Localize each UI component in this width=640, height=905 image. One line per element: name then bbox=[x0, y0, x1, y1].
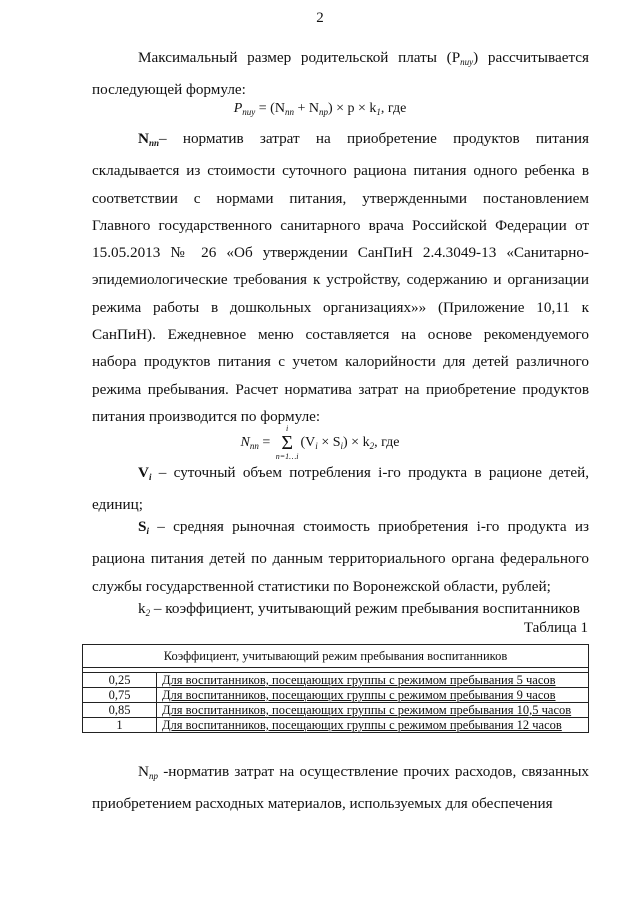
formula2-lhs-sub: пп bbox=[249, 441, 259, 452]
table-row bbox=[83, 673, 589, 688]
formula1-n1-sub: пп bbox=[284, 107, 294, 117]
npp-term: N bbox=[138, 130, 149, 147]
intro-text-1: Максимальный размер родительской платы (Р bbox=[138, 49, 461, 66]
formula2-s-sub: i bbox=[340, 441, 344, 452]
table-row bbox=[83, 718, 589, 733]
formula1-rest: ) × p × k bbox=[327, 101, 377, 116]
formula1-tail: , где bbox=[380, 101, 407, 116]
vi-text: – суточный объем потребления i-го продукта в рационе детей, единиц; bbox=[92, 464, 589, 514]
formula2-body3: ) × k bbox=[343, 435, 370, 451]
intro-sub: пиу bbox=[460, 57, 474, 67]
table-caption: Таблица 1 bbox=[523, 620, 588, 636]
sum-top: i bbox=[286, 424, 289, 433]
npr-term-sub: пр bbox=[148, 771, 158, 781]
formula2-lhs: N bbox=[240, 435, 250, 451]
npr-definition bbox=[92, 758, 589, 818]
npp-text: – норматив затрат на приобретение продуктов питания складывается из стоимости суточного рациона питания одного ребенка в соответствии с нормами питания, утвержденными постановлением Главного государственного санитарного врача Российской Федерации от 15.05.2013 № 26 «Об утверждении СанПиН 2.4.3049-13 «Санитарно-эпидемиологические требования к устройству, содержанию и организации режима работы в дошкольных организациях»» (Приложение 10,11 к СанПиН). Ежедневное меню составляется на основе рекомендуемого набора продуктов питания с учетом калорийности для детей различного режима пребывания. Расчет норматива затрат на приобретение продуктов питания производится по формуле: bbox=[92, 130, 589, 425]
si-definition bbox=[92, 513, 589, 600]
formula1-eq: = (N bbox=[255, 101, 285, 116]
page-number: 2 bbox=[316, 10, 324, 26]
intro-paragraph bbox=[92, 44, 589, 104]
npr-text: -норматив затрат на осуществление прочих расходов, связанных приобретением расходных материалов, используемых для обеспечения bbox=[92, 763, 589, 813]
vi-term-sub: i bbox=[148, 472, 152, 482]
coefficient-table bbox=[82, 644, 589, 733]
intro-text-2: ) рассчитывается последующей формуле: bbox=[92, 49, 590, 99]
npp-definition bbox=[92, 125, 589, 430]
formula1-k-sub: 1 bbox=[376, 107, 381, 117]
table-cell-desc: Для воспитанников, посещающих группы с режимом пребывания 5 часов bbox=[157, 673, 589, 688]
k2-text: – коэффициент, учитывающий режим пребывания воспитанников bbox=[150, 600, 580, 617]
formula1-lhs-sub: пиу bbox=[242, 107, 256, 117]
vi-term: V bbox=[138, 464, 149, 481]
table-row bbox=[83, 703, 589, 718]
si-text: – средняя рыночная стоимость приобретения i-го продукта из рациона питания детей по данным территориального органа федерального службы государственной статистики по Воронежской области, рублей; bbox=[92, 518, 589, 595]
table-header-row bbox=[83, 645, 589, 668]
formula1-plus: + N bbox=[293, 101, 319, 116]
sum-sign: Σ bbox=[281, 432, 293, 454]
table-cell-value: 0,85 bbox=[83, 703, 157, 718]
formula2-body2: × S bbox=[317, 435, 341, 451]
formula2-eq: = bbox=[258, 435, 274, 451]
table-cell-value: 0,75 bbox=[83, 688, 157, 703]
formula1-lhs: P bbox=[233, 101, 243, 116]
table-header: Коэффициент, учитывающий режим пребывания воспитанников bbox=[83, 645, 589, 668]
table-cell-value: 0,25 bbox=[83, 673, 157, 688]
table-cell-desc: Для воспитанников, посещающих группы с режимом пребывания 10,5 часов bbox=[157, 703, 589, 718]
table-cell-desc: Для воспитанников, посещающих группы с режимом пребывания 12 часов bbox=[157, 718, 589, 733]
k2-term: k bbox=[138, 600, 146, 617]
table-row bbox=[83, 688, 589, 703]
npp-term-sub: пп bbox=[148, 138, 159, 148]
table-cell-value: 1 bbox=[83, 718, 157, 733]
formula-food-norm bbox=[0, 425, 640, 461]
formula1-n2-sub: пр bbox=[318, 107, 328, 117]
table-cell-desc: Для воспитанников, посещающих группы с режимом пребывания 9 часов bbox=[157, 688, 589, 703]
sum-bottom: n=1…i bbox=[275, 452, 299, 461]
formula2-tail: , где bbox=[374, 435, 400, 451]
k2-term-sub: 2 bbox=[145, 608, 151, 618]
formula2-k-sub: 2 bbox=[369, 441, 375, 452]
si-term-sub: i bbox=[146, 526, 149, 536]
formula2-v-sub: i bbox=[315, 441, 318, 452]
sum-symbol bbox=[276, 425, 299, 461]
vi-definition bbox=[92, 459, 589, 519]
k2-definition bbox=[92, 595, 589, 627]
formula-parent-fee bbox=[0, 101, 640, 117]
si-term: S bbox=[138, 518, 147, 535]
npr-term: N bbox=[138, 763, 149, 780]
formula2-body1: (V bbox=[300, 435, 316, 451]
